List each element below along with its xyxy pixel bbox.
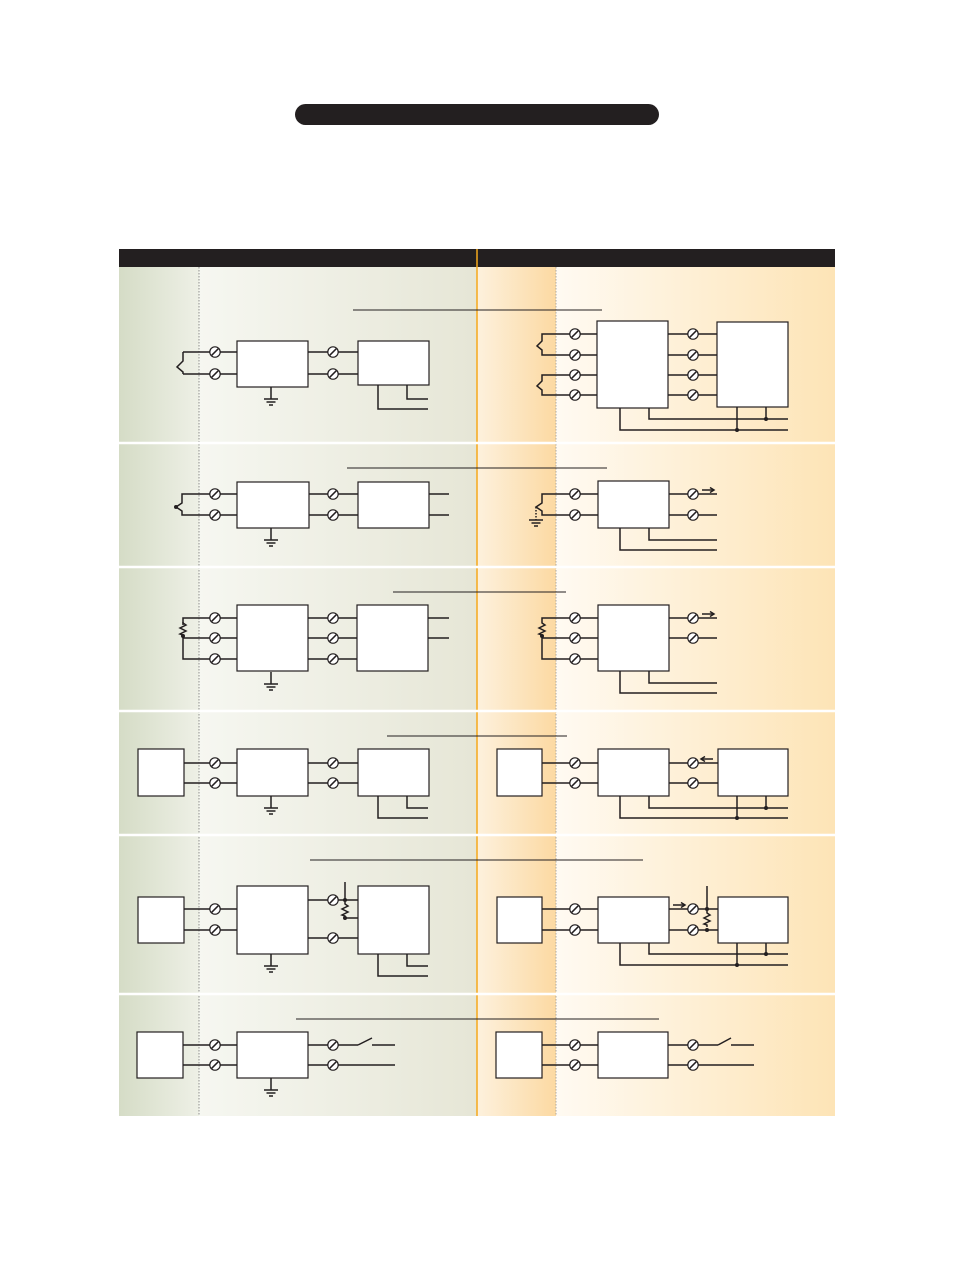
left-side-band <box>119 267 199 1116</box>
junction-dot <box>343 916 347 920</box>
transmitter-box <box>598 481 669 528</box>
transmitter-box <box>597 321 668 408</box>
receiver-box <box>358 886 429 954</box>
junction-dot <box>705 907 709 911</box>
junction-dot <box>174 505 178 509</box>
junction-dot <box>735 428 739 432</box>
transmitter-box <box>237 886 308 954</box>
transmitter-box <box>237 605 308 671</box>
source-box <box>496 1032 542 1078</box>
source-box <box>138 749 184 796</box>
receiver-box <box>358 341 429 385</box>
transmitter-box <box>598 749 669 796</box>
junction-dot <box>764 952 768 956</box>
source-box <box>497 749 542 796</box>
receiver-box <box>358 482 429 528</box>
receiver-box <box>357 605 428 671</box>
left-main-area <box>199 267 477 1116</box>
receiver-box <box>718 897 788 943</box>
junction-dot <box>181 634 185 638</box>
receiver-box <box>718 749 788 796</box>
junction-dot <box>540 634 544 638</box>
junction-dot <box>735 816 739 820</box>
source-box <box>137 1032 183 1078</box>
junction-dot <box>764 806 768 810</box>
transmitter-box <box>598 1032 668 1078</box>
transmitter-box <box>237 749 308 796</box>
junction-dot <box>343 898 347 902</box>
transmitter-box <box>237 482 309 528</box>
transmitter-box <box>237 341 308 387</box>
junction-dot <box>764 417 768 421</box>
junction-dot <box>735 963 739 967</box>
junction-dot <box>705 928 709 932</box>
transmitter-box <box>237 1032 308 1078</box>
transmitter-box <box>598 605 669 671</box>
receiver-box <box>717 322 788 407</box>
source-box <box>497 897 542 943</box>
source-box <box>138 897 184 943</box>
transmitter-box <box>598 897 669 943</box>
receiver-box <box>358 749 429 796</box>
